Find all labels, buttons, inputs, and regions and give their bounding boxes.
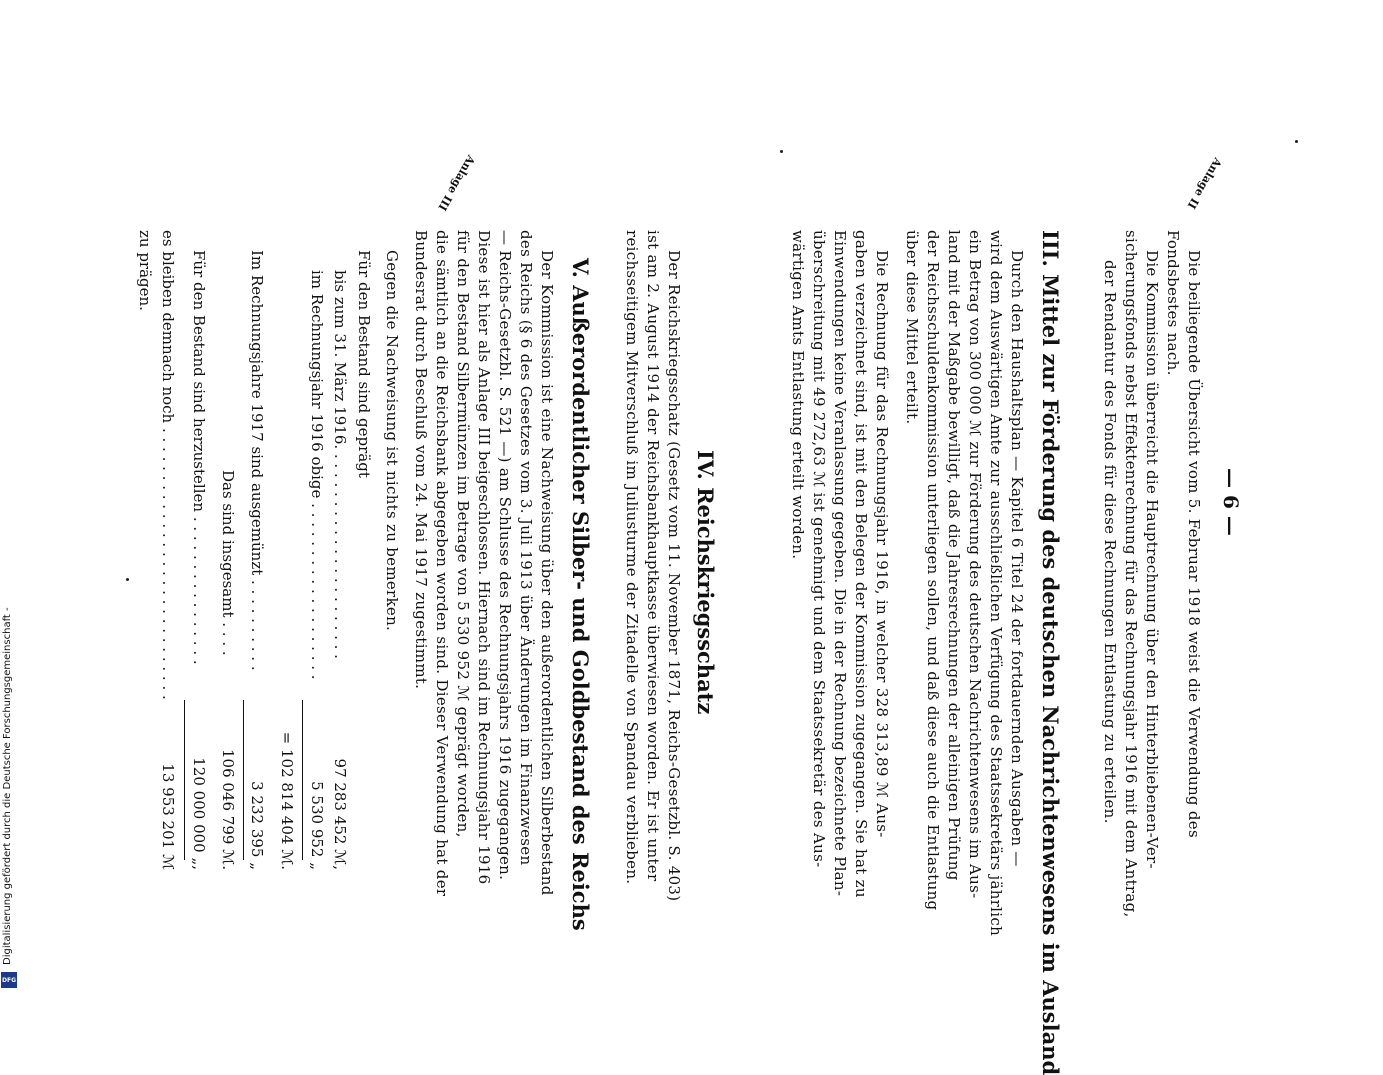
table-row <box>248 250 266 870</box>
intro-line: Fondsbestes nach. <box>1164 230 1182 376</box>
section-iv-line: reichsseitigem Mitverschluß im Juliusturme der Zitadelle von Spandau verblieben. <box>623 230 641 885</box>
intro-line: der Rendantur des Fonds für diese Rechnungen Entlastung zu erteilen. <box>1101 260 1119 824</box>
section-iii-line: überschreitung mit 49 272,63 ℳ ist genehmigt und dem Staatssekretär des Aus- <box>810 230 828 868</box>
table-row-amount: 97 283 452 ℳ, <box>331 758 349 870</box>
section-v-line: für den Bestand Silbermünzen im Betrage von 5 530 952 ℳ geprägt worden, <box>454 230 472 838</box>
page-number: — 6 — <box>1219 468 1243 536</box>
section-iii-line: Durch den Haushaltsplan — Kapitel 6 Titel 24 der fortdauernden Ausgaben — <box>1008 250 1026 867</box>
table-row-amount: = 102 814 404 ℳ. <box>278 731 296 870</box>
table-row-amount: 5 530 952 „ <box>308 781 326 870</box>
section-iii-line: land mit der Maßgabe bewilligt, daß die Jahresrechnungen der alleinigen Prüfung <box>945 230 963 881</box>
section-iii-line: gaben verzeichnet sind, ist mit den Belegen der Kommission zugegangen. Sie hat zu <box>852 230 870 898</box>
dfg-logo: DFG <box>1 972 17 988</box>
section-iii-line: über diese Mittel erteilt. <box>903 230 921 425</box>
table-row-label: im Rechnungsjahr 1916 obige . . . . . . . . . . . . . . . . . . . <box>308 270 326 680</box>
section-iii-line: Einwendungen keine Veranlassung gegeben. Die in der Rechnung bezeichnete Plan- <box>831 230 849 897</box>
table-row-label: Für den Bestand sind herzustellen . . . . . . . . . . . . . . . . <box>190 250 208 665</box>
margin-note-anlage-iii: Anlage III <box>435 152 478 213</box>
section-iii-heading: III. Mittel zur Förderung des deutschen Nachrichtenwesens im Ausland <box>1038 230 1063 1075</box>
section-iv-heading: IV. Reichskriegsschatz <box>693 450 718 715</box>
section-v-line: des Reichs (§ 6 des Gesetzes vom 3. Juli 1913 über Änderungen im Finanzwesen <box>517 230 535 866</box>
section-iii-line: ein Betrag von 300 000 ℳ zur Förderung des deutschen Nachrichtenwesens im Aus- <box>966 230 984 899</box>
table-row <box>190 250 208 870</box>
section-v-line: die sämtlich an die Reichsbank abgegeben worden sind. Dieser Verwendung hat der <box>433 230 451 897</box>
section-iii-line: Die Rechnung für das Rechnungsjahr 1916, in welcher 328 313,89 ℳ Aus- <box>873 250 891 838</box>
table-row-label: zu prägen. <box>136 230 154 311</box>
section-v-heading: V. Außerordentlicher Silber- und Goldbestand des Reichs <box>568 258 593 931</box>
section-v-line: — Reichs-Gesetzbl. S. 521 —) am Schlusse des Rechnungsjahrs 1916 zugegangen. <box>496 230 514 881</box>
intro-line: sicherungsfonds nebst Effektenrechnung für das Rechnungsjahr 1916 mit dem Antrag, <box>1122 230 1140 918</box>
table-row-amount: 120 000 000 „, <box>190 757 208 870</box>
section-iii-line: wärtigen Amts Entlastung erteilt worden. <box>789 230 807 560</box>
intro-line: Die Kommission überreicht die Hauptrechnung über den Hinterbliebenen-Ver- <box>1143 250 1161 869</box>
section-v-line: Diese ist hier als Anlage III beigeschlossen. Hiernach sind im Rechnungsjahr 1916 <box>475 230 493 885</box>
table-row-label: Das sind insgesamt . . . . <box>219 470 237 656</box>
sum-rule <box>184 700 185 860</box>
section-v-line: Bundesrat durch Beschluß vom 24. Mai 1917 zugestimmt. <box>412 230 430 690</box>
section-iii-line: wird dem Auswärtigen Amte zur ausschließlichen Verfügung des Staatssekretärs jährlich <box>987 230 1005 937</box>
scan-speck <box>780 150 783 153</box>
section-iv-line: Der Reichskriegsschatz (Gesetz vom 11. November 1871, Reichs-Gesetzbl. S. 403) <box>665 250 683 902</box>
scan-speck <box>126 578 129 581</box>
sum-rule <box>243 700 244 860</box>
table-row-amount: 3 232 395 „ <box>248 781 266 870</box>
intro-line: Die beiliegende Übersicht vom 5. Februar 1918 weist die Verwendung des <box>1185 250 1203 838</box>
table-row <box>331 270 349 870</box>
table-row-label: Für den Bestand sind geprägt <box>355 250 373 478</box>
table-row-label: Im Rechnungsjahre 1917 sind ausgemünzt . . . . . . . . . . <box>248 250 266 671</box>
table-row <box>159 230 177 870</box>
section-v-line: Gegen die Nachweisung ist nichts zu bemerken. <box>383 250 401 632</box>
table-row-label: es bleiben demnach noch . . . . . . . . . . . . . . . . . . . . . . . . . . . . . <box>159 230 177 700</box>
table-row <box>308 270 326 870</box>
digitization-credit: Digitalisierung gefördert durch die Deutsche Forschungsgemeinschaft - <box>2 607 13 965</box>
table-row-amount: 13 953 201 ℳ <box>159 763 177 870</box>
table-row-label: bis zum 31. März 1916. . . . . . . . . . . . . . . . . . . . . . . <box>331 270 349 659</box>
section-iv-line: ist am 2. August 1914 der Reichsbankhauptkasse überwiesen worden. Er ist unter <box>644 230 662 882</box>
sum-rule <box>302 700 303 860</box>
table-row-amount: 106 046 799 ℳ. <box>219 748 237 870</box>
section-v-line: Der Kommission ist eine Nachweisung über den außerordentlichen Silberbestand <box>538 250 556 896</box>
margin-note-anlage-ii: Anlage II <box>1184 155 1225 212</box>
scan-speck <box>1295 140 1298 143</box>
table-row <box>219 470 237 870</box>
section-iii-line: der Reichsschuldenkommission unterliegen sollen, und daß diese auch die Entlastung <box>924 230 942 911</box>
